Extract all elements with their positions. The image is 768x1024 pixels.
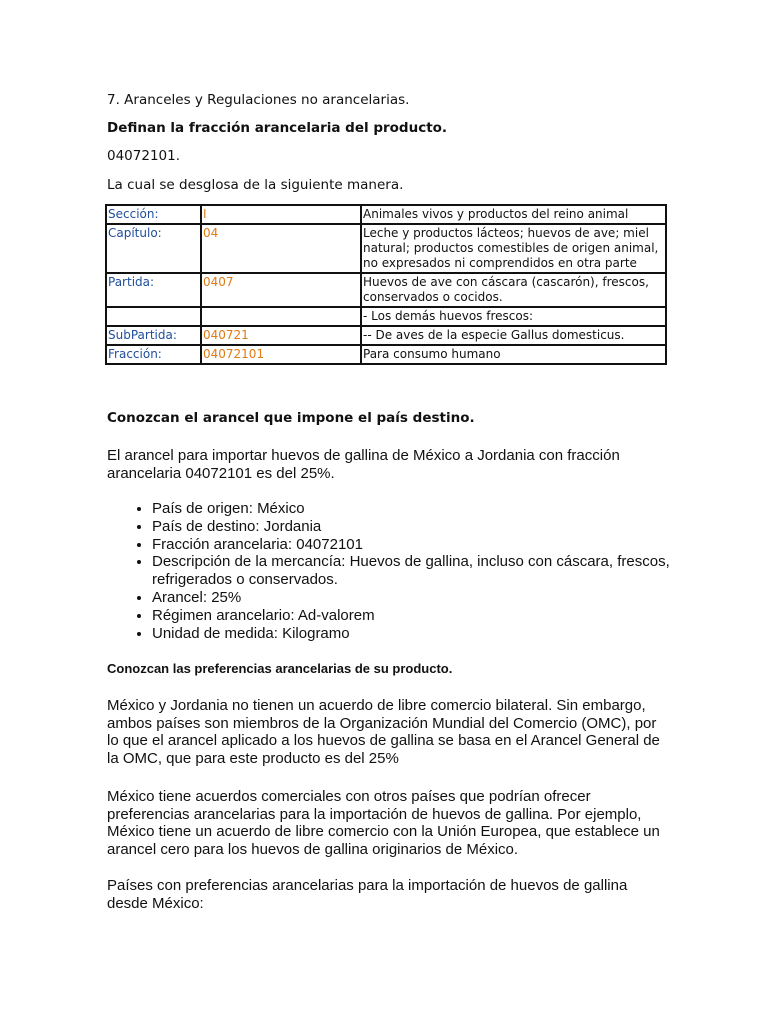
heading-tariff: Conozcan el arancel que impone el país destino. [107,410,475,426]
heading-preferences: Conozcan las preferencias arancelarias de su producto. [107,661,453,676]
list-item: • Fracción arancelaria: 04072101 [152,536,672,554]
table-cell-code: 04 [201,224,361,273]
table-cell-code: 040721 [201,326,361,345]
list-item: • Descripción de la mercancía: Huevos de gallina, incluso con cáscara, frescos, refrigerados o conservados. [152,553,672,589]
table-cell-code: 04072101 [201,345,361,364]
list-item: • País de destino: Jordania [152,518,672,536]
table-cell-description: Leche y productos lácteos; huevos de ave; miel natural; productos comestibles de origen animal, no expresados ni comprendidos en otra parte [361,224,666,273]
section-title: 7. Aranceles y Regulaciones no arancelarias. [107,92,410,108]
table-cell-description: -- De aves de la especie Gallus domesticus. [361,326,666,345]
table-row [106,345,666,364]
table-cell-description: Para consumo humano [361,345,666,364]
tariff-details-list [107,500,672,642]
list-item: • Unidad de medida: Kilogramo [152,625,672,643]
list-item: • Arancel: 25% [152,589,672,607]
table-cell-label [106,307,201,326]
table-cell-description: Huevos de ave con cáscara (cascarón), frescos, conservados o cocidos. [361,273,666,307]
table-cell-description: - Los demás huevos frescos: [361,307,666,326]
table-row [106,326,666,345]
tariff-classification-table [105,204,667,365]
tariff-paragraph: El arancel para importar huevos de gallina de México a Jordania con fracción arancelaria 04072101 es del 25%. [107,447,620,482]
breakdown-intro: La cual se desglosa de la siguiente manera. [107,177,404,193]
paragraph-agreements: México tiene acuerdos comerciales con otros países que podrían ofrecer preferencias arancelarias para la importación de huevos de gallina. Por ejemplo, México tiene un acuerdo de libre comercio con la Unión Europea, que establece un arancel cero para los huevos de gallina originarios de México. [107,788,660,858]
paragraph-countries: Países con preferencias arancelarias para la importación de huevos de gallina desde México: [107,877,628,912]
table-cell-code [201,307,361,326]
list-item: • Régimen arancelario: Ad-valorem [152,607,672,625]
heading-fraction: Definan la fracción arancelaria del producto. [107,120,448,136]
table-cell-label: Capítulo: [106,224,201,273]
table-cell-label: Sección: [106,205,201,224]
fraction-code: 04072101. [107,148,181,164]
list-item: • País de origen: México [152,500,672,518]
table-row [106,205,666,224]
table-cell-code: I [201,205,361,224]
table-row [106,273,666,307]
table-row [106,307,666,326]
table-row [106,224,666,273]
table-cell-label: Fracción: [106,345,201,364]
table-cell-label: SubPartida: [106,326,201,345]
paragraph-omc: México y Jordania no tienen un acuerdo de libre comercio bilateral. Sin embargo, ambos países son miembros de la Organización Mundial del Comercio (OMC), por lo que el arancel aplicado a los huevos de gallina se basa en el Arancel General de la OMC, que para este producto es del 25% [107,697,660,767]
table-cell-code: 0407 [201,273,361,307]
table-cell-description: Animales vivos y productos del reino animal [361,205,666,224]
table-cell-label: Partida: [106,273,201,307]
